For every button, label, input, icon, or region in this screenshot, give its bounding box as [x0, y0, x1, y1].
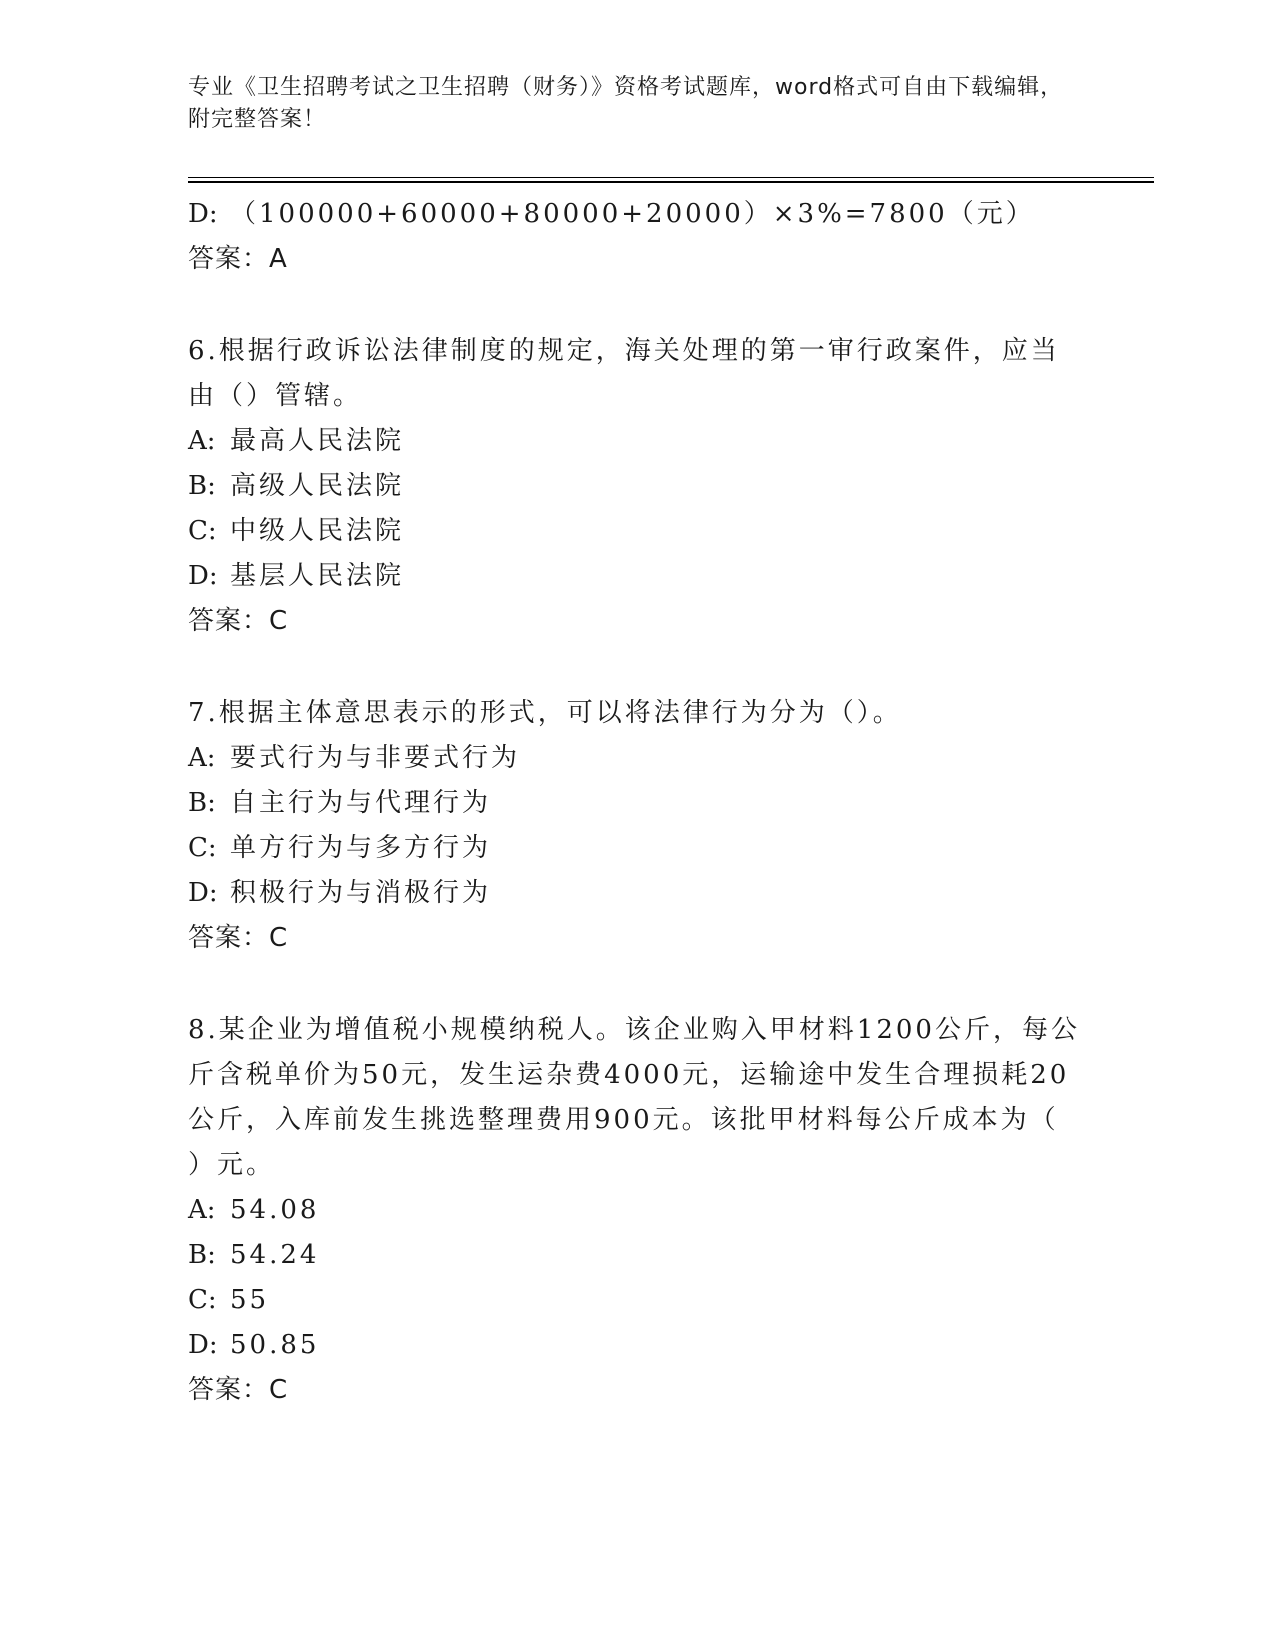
option-label: C:	[188, 1285, 217, 1315]
option-b	[188, 1233, 1088, 1278]
option-a	[188, 419, 1088, 464]
option-c	[188, 1278, 1088, 1323]
option-a	[188, 1188, 1088, 1233]
option-label: D:	[188, 1330, 218, 1360]
document-body	[188, 192, 1088, 1413]
option-label: B:	[188, 1240, 216, 1270]
question-8-line-2: 斤含税单价为50元，发生运杂费4000元，运输途中发生合理损耗20	[188, 1060, 1070, 1090]
option-b	[188, 781, 1088, 826]
option-label: D:	[188, 199, 218, 229]
option-text: （100000+60000+80000+20000）×3%=7800（元）	[230, 199, 1035, 229]
option-label: D:	[188, 878, 218, 908]
question-8-line-3: 公斤，入库前发生挑选整理费用900元。该批甲材料每公斤成本为（	[188, 1105, 1059, 1135]
header-rule-thick	[188, 181, 1154, 183]
option-a	[188, 736, 1088, 781]
option-text: 50.85	[230, 1330, 320, 1360]
option-text: 54.08	[230, 1195, 320, 1225]
option-text: 基层人民法院	[230, 561, 405, 591]
option-text: 最高人民法院	[230, 426, 405, 456]
option-c	[188, 826, 1088, 871]
option-label: D:	[188, 561, 218, 591]
answer: 答案：C	[188, 923, 289, 953]
option-d	[188, 554, 1088, 599]
option-d	[188, 1323, 1088, 1368]
option-d	[188, 192, 1088, 237]
header-rule-thin	[188, 177, 1154, 178]
question-8-line-4: ）元。	[188, 1150, 276, 1180]
question-8-line-1: 8.某企业为增值税小规模纳税人。该企业购入甲材料1200公斤，每公	[188, 1015, 1080, 1045]
option-text: 单方行为与多方行为	[230, 833, 492, 863]
option-label: A:	[188, 743, 216, 773]
option-label: C:	[188, 833, 217, 863]
option-label: B:	[188, 471, 216, 501]
option-c	[188, 509, 1088, 554]
option-text: 自主行为与代理行为	[230, 788, 492, 818]
question-6-line-1: 6.根据行政诉讼法律制度的规定，海关处理的第一审行政案件，应当	[188, 336, 1060, 366]
option-text: 55	[230, 1285, 270, 1315]
option-text: 要式行为与非要式行为	[230, 743, 521, 773]
question-6-line-2: 由（）管辖。	[188, 381, 363, 411]
document-header: 专业《卫生招聘考试之卫生招聘（财务）》资格考试题库，word格式可自由下载编辑，附完整答案！	[188, 75, 1064, 132]
option-text: 积极行为与消极行为	[230, 878, 492, 908]
answer: 答案：A	[188, 244, 288, 274]
option-text: 54.24	[230, 1240, 320, 1270]
option-d	[188, 871, 1088, 916]
option-label: A:	[188, 426, 216, 456]
option-label: C:	[188, 516, 217, 546]
option-label: A:	[188, 1195, 216, 1225]
option-text: 高级人民法院	[230, 471, 405, 501]
option-b	[188, 464, 1088, 509]
answer: 答案：C	[188, 606, 289, 636]
question-7-line-1: 7.根据主体意思表示的形式，可以将法律行为分为（）。	[188, 698, 902, 728]
answer: 答案：C	[188, 1375, 289, 1405]
option-label: B:	[188, 788, 216, 818]
option-text: 中级人民法院	[230, 516, 405, 546]
